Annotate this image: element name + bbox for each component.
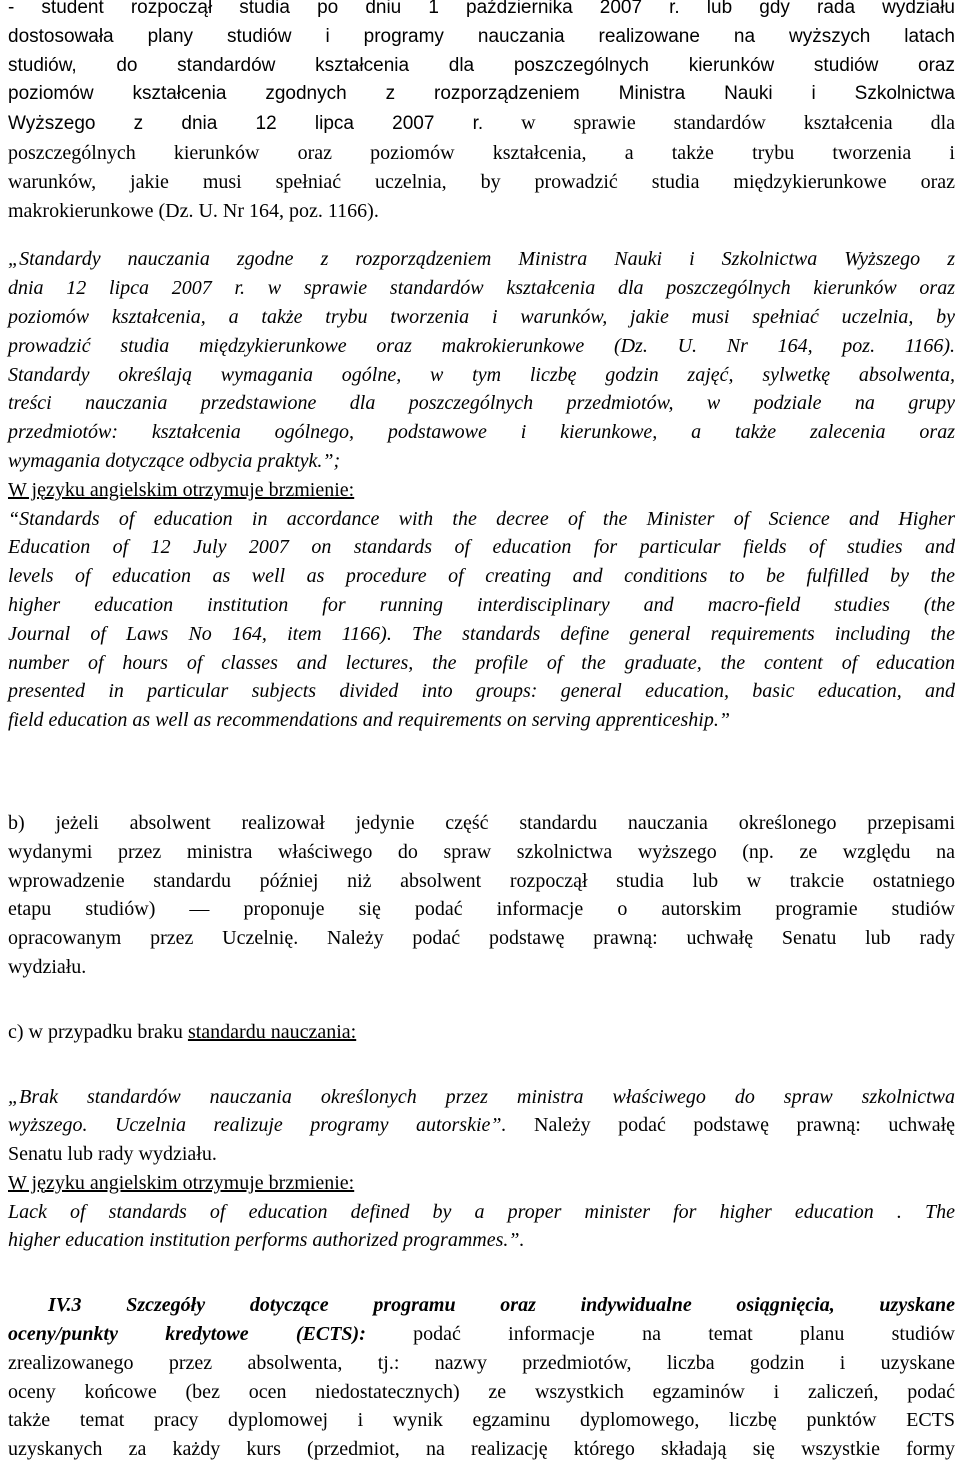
text-line: treści nauczania przedstawione dla poszczególnych przedmiotów, w podziale na grupy xyxy=(8,392,955,415)
text-line: uzyskanych za każdy kurs (przedmiot, na realizację którego składają się wszystkie formy xyxy=(8,1438,955,1461)
text-line: Senatu lub rady wydziału. xyxy=(8,1143,217,1166)
spacer xyxy=(8,982,955,1018)
text-line-mixed xyxy=(8,1320,955,1349)
spacer xyxy=(8,225,955,245)
text-line-part: wyższego. Uczelnia realizuje programy autorskie”. xyxy=(8,1114,507,1137)
section-iv3 xyxy=(8,1291,955,1464)
text-line: warunków, jakie musi spełniać uczelnia, by prowadzić studia międzykierunkowe oraz xyxy=(8,170,955,193)
underlined-term: standardu nauczania: xyxy=(187,1020,357,1043)
document-page xyxy=(8,0,955,1464)
text-line: wprowadzenie standardu później niż absolwent rozpoczął studia lub w trakcie ostatniego xyxy=(8,869,955,892)
text-line: poziomów kształcenia, a także trybu tworzenia i warunków, jakie musi spełniać uczelnia, by xyxy=(8,305,955,328)
text-line: „Brak standardów nauczania określonych przez ministra właściwego do spraw szkolnictwa xyxy=(8,1085,955,1108)
text-line: także temat pracy dyplomowej i wynik egzaminu dyplomowego, liczbę punktów ECTS xyxy=(8,1409,955,1432)
text-line: “Standards of education in accordance with the decree of the Minister of Science and Higher xyxy=(8,507,955,530)
english-heading-text: W języku angielskim otrzymuje brzmienie: xyxy=(8,1171,355,1194)
paragraph-b xyxy=(8,809,955,982)
text-line: Standardy określają wymagania ogólne, w tym liczbę godzin zajęć, sylwetkę absolwenta, xyxy=(8,363,955,386)
text-line-part: w sprawie standardów kształcenia dla xyxy=(483,112,956,135)
text-line: wydanymi przez ministra właściwego do spraw szkolnictwa wyższego (np. ze względu na xyxy=(8,840,955,863)
paragraph-student-start xyxy=(8,0,955,225)
text-line: - student rozpoczął studia po dniu 1 października 2007 r. lub gdy rada wydziału xyxy=(8,0,955,18)
text-line: opracowanym przez Uczelnię. Należy podać podstawę prawną: uchwałę Senatu lub rady xyxy=(8,927,955,950)
text-line: Lack of standards of education defined by a proper minister for higher education . The xyxy=(8,1200,955,1223)
text-line: wymagania dotyczące odbycia praktyk.”; xyxy=(8,449,341,472)
paragraph-c xyxy=(8,1018,955,1047)
text-line: makrokierunkowe (Dz. U. Nr 164, poz. 1166). xyxy=(8,199,379,222)
paragraph-c-quote xyxy=(8,1083,955,1198)
paragraph-lack-english xyxy=(8,1198,955,1256)
paragraph-standards-polish xyxy=(8,245,955,475)
text-line: oceny końcowe (bez ocen niedostatecznych) ze wszystkich egzaminów i zaliczeń, podać xyxy=(8,1380,955,1403)
text-line: Journal of Laws No 164, item 1166). The standards define general requirements including the xyxy=(8,622,955,645)
text-line: poziomów kształcenia zgodnych z rozporządzeniem Ministra Nauki i Szkolnictwa xyxy=(8,83,955,105)
text-line-mixed xyxy=(8,1018,955,1047)
text-line-part: Wyższego z dnia 12 lipca 2007 r. xyxy=(8,113,484,135)
text-line-part: podać informacje na temat planu studiów xyxy=(365,1323,955,1346)
text-line-part: oceny/punkty kredytowe (ECTS): xyxy=(8,1323,366,1346)
spacer xyxy=(8,1047,955,1083)
text-line: field education as well as recommendations and requirements on serving apprenticeship.” xyxy=(8,709,730,732)
text-line: wydziału. xyxy=(8,955,87,978)
text-line-mixed xyxy=(8,109,955,139)
text-line: przedmiotów: kształcenia ogólnego, podstawowe i kierunkowe, a także zalecenia oraz xyxy=(8,421,955,444)
text-line: etapu studiów) — proponuje się podać informacje o autorskim programie studiów xyxy=(8,898,955,921)
text-line: presented in particular subjects divided into groups: general education, basic education, and xyxy=(8,680,955,703)
text-line-mixed xyxy=(8,1111,955,1140)
text-line: number of hours of classes and lectures, the profile of the graduate, the content of education xyxy=(8,651,955,674)
text-line: dnia 12 lipca 2007 r. w sprawie standardów kształcenia dla poszczególnych kierunków oraz xyxy=(8,277,955,300)
text-line-part: c) w przypadku braku xyxy=(8,1020,188,1043)
text-line: higher education institution for running interdisciplinary and macro-field studies (the xyxy=(8,593,955,616)
spacer xyxy=(8,1255,955,1291)
text-line: higher education institution performs authorized programmes.”. xyxy=(8,1229,525,1252)
text-line: zrealizowanego przez absolwenta, tj.: nazwy przedmiotów, liczba godzin i uzyskane xyxy=(8,1351,955,1374)
section-heading: IV.3 Szczegóły dotyczące programu oraz indywidualne osiągnięcia, uzyskane xyxy=(48,1294,955,1317)
text-line: prowadzić studia międzykierunkowe oraz makrokierunkowe (Dz. U. Nr 164, poz. 1166). xyxy=(8,334,955,357)
text-line: b) jeżeli absolwent realizował jedynie część standardu nauczania określonego przepisami xyxy=(8,811,955,834)
text-line: poszczególnych kierunków oraz poziomów kształcenia, a także trybu tworzenia i xyxy=(8,141,955,164)
text-line: dostosowała plany studiów i programy nauczania realizowane na wyższych latach xyxy=(8,25,955,47)
paragraph-standards-english xyxy=(8,505,955,735)
text-line: studiów, do standardów kształcenia dla poszczególnych kierunków studiów oraz xyxy=(8,54,955,76)
english-heading xyxy=(8,476,955,505)
text-line: „Standardy nauczania zgodne z rozporządzeniem Ministra Nauki i Szkolnictwa Wyższego z xyxy=(8,248,955,271)
text-line-part: Należy podać podstawę prawną: uchwałę xyxy=(506,1114,955,1137)
english-heading-text: W języku angielskim otrzymuje brzmienie: xyxy=(8,478,355,501)
spacer xyxy=(8,735,955,809)
text-line: levels of education as well as procedure of creating and conditions to be fulfilled by the xyxy=(8,565,955,588)
text-line: Education of 12 July 2007 on standards of education for particular fields of studies and xyxy=(8,536,955,559)
